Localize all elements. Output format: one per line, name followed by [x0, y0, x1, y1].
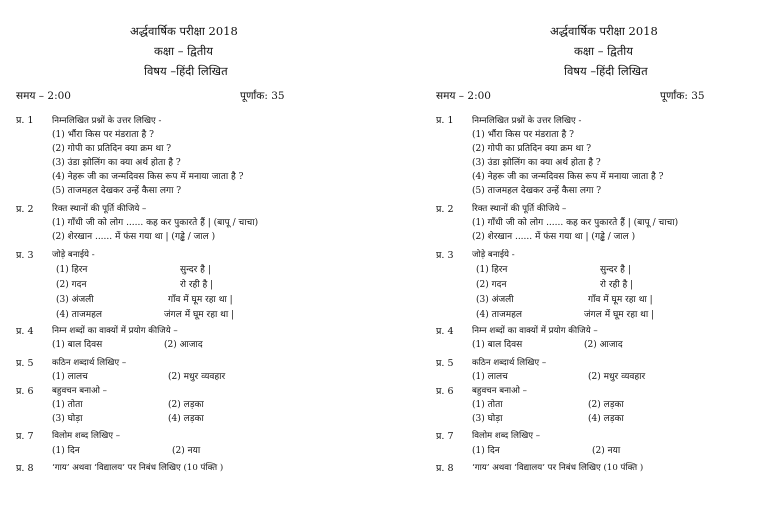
- q6-item: (1) तोता: [472, 400, 503, 410]
- q5-item: (1) लालच: [52, 372, 88, 382]
- exam-title: अर्द्धवार्षिक परीक्षा 2018: [550, 24, 658, 38]
- q1-title: निम्नलिखित प्रश्नों के उत्तर लिखिए -: [52, 116, 162, 126]
- q3-left-item: (1) हिरन: [476, 265, 508, 275]
- q3-left-item: (3) अंजली: [56, 295, 94, 305]
- subject-line: विषय –हिंदी लिखित: [144, 64, 228, 78]
- q3-right-item: जंगल में घूम रहा था |: [164, 310, 235, 320]
- q1-item: (5) ताजमहल देखकर उन्हें कैसा लगा ?: [52, 186, 182, 196]
- q1-number: प्र. 1: [16, 115, 34, 126]
- q8-title: ‘गाय’ अथवा ‘विद्यालय’ पर निबंध लिखिए (10 पंक्ति ): [472, 463, 644, 473]
- q6-item: (3) घोड़ा: [52, 414, 83, 424]
- q1-item: (1) भौंरा किस पर मंडराता है ?: [472, 130, 574, 140]
- paper-copy-right: [432, 0, 768, 532]
- q1-item: (4) नेहरू जी का जन्मदिवस किस रूप में मनाया जाता है ?: [52, 172, 244, 182]
- subject-line: विषय –हिंदी लिखित: [564, 64, 648, 78]
- q3-left-item: (4) ताजमहल: [476, 310, 523, 320]
- q6-title: बहुवचन बनाओ –: [52, 386, 107, 396]
- q8-number: प्र. 8: [16, 463, 34, 474]
- q4-title: निम्न शब्दों का वाक्यों में प्रयोग कीजिये –: [52, 326, 178, 336]
- q3-right-item: गाँव में घूम रहा था |: [168, 295, 233, 305]
- q7-title: विलोम शब्द लिखिए –: [472, 431, 541, 441]
- q6-number: प्र. 6: [16, 386, 34, 397]
- q6-item: (4) लड़का: [588, 414, 624, 424]
- q3-right-item: सुन्दर है |: [600, 265, 631, 275]
- q1-item: (2) गोपी का प्रतिदिन क्या क्रम था ?: [472, 144, 592, 154]
- q1-item: (3) उंडा झोलिंग का क्या अर्थ होता है ?: [472, 158, 601, 168]
- q6-item: (1) तोता: [52, 400, 83, 410]
- q5-item: (1) लालच: [472, 372, 508, 382]
- q1-item: (5) ताजमहल देखकर उन्हें कैसा लगा ?: [472, 186, 602, 196]
- q3-left-item: (1) हिरन: [56, 265, 88, 275]
- q3-left-item: (2) गदन: [56, 280, 87, 290]
- q6-item: (4) लड़का: [168, 414, 204, 424]
- q4-number: प्र. 4: [436, 326, 454, 337]
- q2-item: (2) शेरखान ...... में फंस गया था | (गड्ढे / जाल ): [472, 232, 636, 242]
- time-label: समय – 2:00: [16, 90, 71, 102]
- q3-title: जोड़े बनाईये -: [472, 250, 515, 260]
- q3-right-item: रो रही है |: [180, 280, 214, 290]
- q7-number: प्र. 7: [436, 431, 454, 442]
- q5-number: प्र. 5: [16, 358, 34, 369]
- q6-title: बहुवचन बनाओ –: [472, 386, 527, 396]
- q3-right-item: रो रही है |: [600, 280, 634, 290]
- q6-number: प्र. 6: [436, 386, 454, 397]
- q2-item: (1) गाँधी जी को लोग ...... कह कर पुकारते हैं | (बापू / चाचा): [52, 218, 259, 228]
- q6-item: (2) लड़का: [168, 400, 204, 410]
- q5-item: (2) मधुर व्यवहार: [588, 372, 646, 382]
- q8-title: ‘गाय’ अथवा ‘विद्यालय’ पर निबंध लिखिए (10 पंक्ति ): [52, 463, 224, 473]
- q6-item: (3) घोड़ा: [472, 414, 503, 424]
- class-line: कक्षा – द्वितीय: [154, 44, 213, 58]
- q7-item: (1) दिन: [472, 446, 500, 456]
- q1-item: (4) नेहरू जी का जन्मदिवस किस रूप में मनाया जाता है ?: [472, 172, 664, 182]
- q7-number: प्र. 7: [16, 431, 34, 442]
- q3-number: प्र. 3: [436, 250, 454, 261]
- q5-title: कठिन शब्दार्थ लिखिए –: [472, 358, 547, 368]
- q1-title: निम्नलिखित प्रश्नों के उत्तर लिखिए -: [472, 116, 582, 126]
- q5-title: कठिन शब्दार्थ लिखिए –: [52, 358, 127, 368]
- q3-right-item: गाँव में घूम रहा था |: [588, 295, 653, 305]
- q4-item: (2) आजाद: [584, 340, 623, 350]
- q1-item: (3) उंडा झोलिंग का क्या अर्थ होता है ?: [52, 158, 181, 168]
- q4-number: प्र. 4: [16, 326, 34, 337]
- q5-number: प्र. 5: [436, 358, 454, 369]
- q7-item: (2) नया: [172, 446, 201, 456]
- class-line: कक्षा – द्वितीय: [574, 44, 633, 58]
- q4-item: (1) बाल दिवस: [472, 340, 523, 350]
- max-marks-label: पूर्णांक: 35: [660, 90, 705, 102]
- q3-number: प्र. 3: [16, 250, 34, 261]
- q5-item: (2) मधुर व्यवहार: [168, 372, 226, 382]
- q6-item: (2) लड़का: [588, 400, 624, 410]
- q8-number: प्र. 8: [436, 463, 454, 474]
- q7-item: (1) दिन: [52, 446, 80, 456]
- q2-title: रिक्त स्थानों की पूर्ति कीजिये –: [472, 204, 567, 214]
- q2-item: (1) गाँधी जी को लोग ...... कह कर पुकारते हैं | (बापू / चाचा): [472, 218, 679, 228]
- q1-number: प्र. 1: [436, 115, 454, 126]
- q3-right-item: जंगल में घूम रहा था |: [584, 310, 655, 320]
- q3-left-item: (4) ताजमहल: [56, 310, 103, 320]
- q1-item: (2) गोपी का प्रतिदिन क्या क्रम था ?: [52, 144, 172, 154]
- q3-left-item: (2) गदन: [476, 280, 507, 290]
- q3-left-item: (3) अंजली: [476, 295, 514, 305]
- q2-title: रिक्त स्थानों की पूर्ति कीजिये –: [52, 204, 147, 214]
- q2-item: (2) शेरखान ...... में फंस गया था | (गड्ढे / जाल ): [52, 232, 216, 242]
- q4-title: निम्न शब्दों का वाक्यों में प्रयोग कीजिये –: [472, 326, 598, 336]
- paper-copy-left: [12, 0, 352, 532]
- time-label: समय – 2:00: [436, 90, 491, 102]
- max-marks-label: पूर्णांक: 35: [240, 90, 285, 102]
- q4-item: (2) आजाद: [164, 340, 203, 350]
- q4-item: (1) बाल दिवस: [52, 340, 103, 350]
- q7-title: विलोम शब्द लिखिए –: [52, 431, 121, 441]
- q7-item: (2) नया: [592, 446, 621, 456]
- q2-number: प्र. 2: [436, 204, 454, 215]
- q3-right-item: सुन्दर है |: [180, 265, 211, 275]
- q2-number: प्र. 2: [16, 204, 34, 215]
- exam-title: अर्द्धवार्षिक परीक्षा 2018: [130, 24, 238, 38]
- q1-item: (1) भौंरा किस पर मंडराता है ?: [52, 130, 154, 140]
- q3-title: जोड़े बनाईये -: [52, 250, 95, 260]
